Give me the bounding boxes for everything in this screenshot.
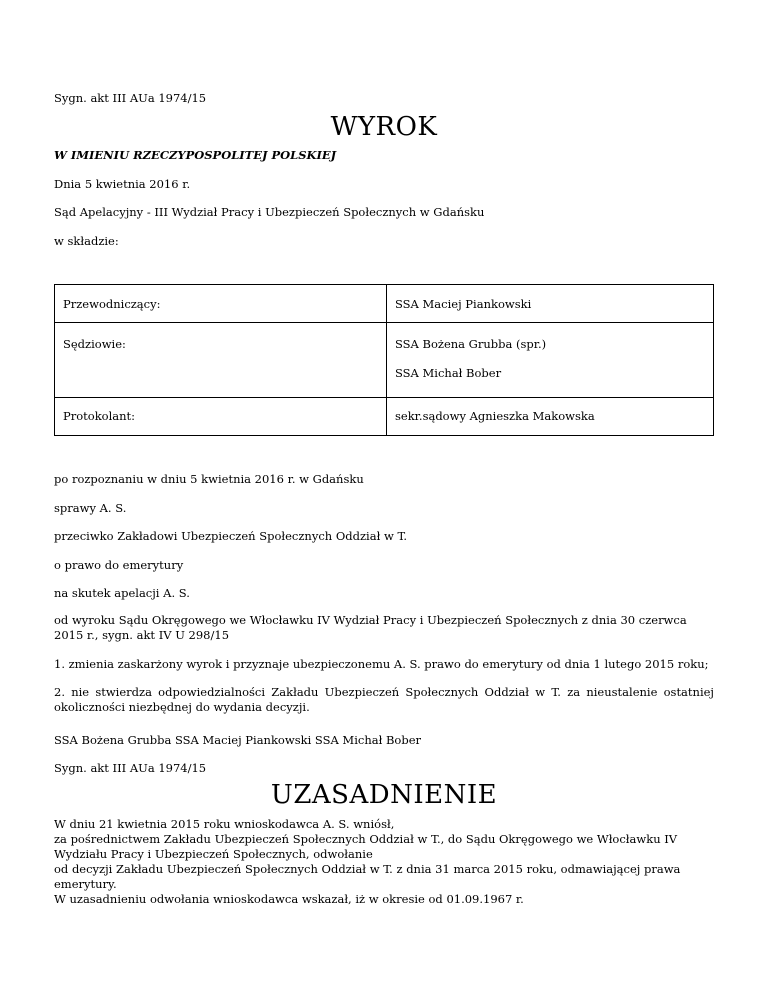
justification-title: UZASADNIENIE (270, 780, 498, 810)
justification-line-4: W uzasadnieniu odwołania wnioskodawca wskazał, iż w okresie od 01.09.1967 r. (54, 892, 524, 906)
judgment-subtitle: W IMIENIU RZECZYPOSPOLITEJ POLSKIEJ (54, 148, 337, 162)
case-reference-2: Sygn. akt III AUa 1974/15 (54, 761, 207, 775)
names-cell (387, 398, 714, 436)
appeal-line: na skutek apelacji A. S. (54, 586, 190, 600)
composition-intro: w składzie: (54, 234, 119, 248)
role-cell: Przewodniczący: (55, 285, 387, 323)
justification-line-1: W dniu 21 kwietnia 2015 roku wnioskodawca A. S. wniósł, (54, 817, 395, 831)
role-cell: Protokolant: (55, 398, 387, 436)
table-row (55, 323, 714, 398)
signatures: SSA Bożena Grubba SSA Maciej Piankowski SSA Michał Bober (54, 733, 422, 747)
justification-line-2: za pośrednictwem Zakładu Ubezpieczeń Społecznych Oddział w T., do Sądu Okręgowego we Włocławku IV Wydziału Pracy i Ubezpieczeń Społecznych, odwołanie (54, 832, 678, 861)
clerk-name: sekr.sądowy Agnieszka Makowska (395, 409, 595, 423)
table-row (55, 398, 714, 436)
case-reference: Sygn. akt III AUa 1974/15 (54, 91, 207, 105)
hearing-line: po rozpoznaniu w dniu 5 kwietnia 2016 r. w Gdańsku (54, 472, 364, 486)
judge-name: SSA Maciej Piankowski (395, 297, 532, 311)
names-cell (387, 285, 714, 323)
appealed-judgment-paragraph: od wyroku Sądu Okręgowego we Włocławku IV Wydział Pracy i Ubezpieczeń Społecznych z dnia 30 czerwca 2015 r., sygn. akt IV U 298/15 (54, 613, 687, 642)
judge-name: SSA Michał Bober (395, 366, 502, 380)
judge-name: SSA Bożena Grubba (spr.) (395, 337, 547, 351)
ruling-point-1: 1. zmienia zaskarżony wyrok i przyznaje ubezpieczonemu A. S. prawo do emerytury od dnia 1 lutego 2015 roku; (54, 657, 709, 671)
role-cell: Sędziowie: (55, 323, 387, 398)
names-cell (387, 323, 714, 398)
composition-table (54, 284, 714, 436)
subject-line: o prawo do emerytury (54, 558, 184, 572)
case-party-line: sprawy A. S. (54, 501, 127, 515)
judgment-date: Dnia 5 kwietnia 2016 r. (54, 177, 191, 191)
table-row (55, 285, 714, 323)
judgment-title: WYROK (330, 112, 438, 142)
justification-line-3: od decyzji Zakładu Ubezpieczeń Społecznych Oddział w T. z dnia 31 marca 2015 roku, odmawiającej prawa emerytury. (54, 862, 681, 891)
court-name: Sąd Apelacyjny - III Wydział Pracy i Ubezpieczeń Społecznych w Gdańsku (54, 205, 485, 219)
defendant-line: przeciwko Zakładowi Ubezpieczeń Społecznych Oddział w T. (54, 529, 408, 543)
ruling-point-2: 2. nie stwierdza odpowiedzialności Zakładu Ubezpieczeń Społecznych Oddział w T. za nieustalenie ostatniej okoliczności niezbędnej do wydania decyzji. (54, 685, 714, 714)
